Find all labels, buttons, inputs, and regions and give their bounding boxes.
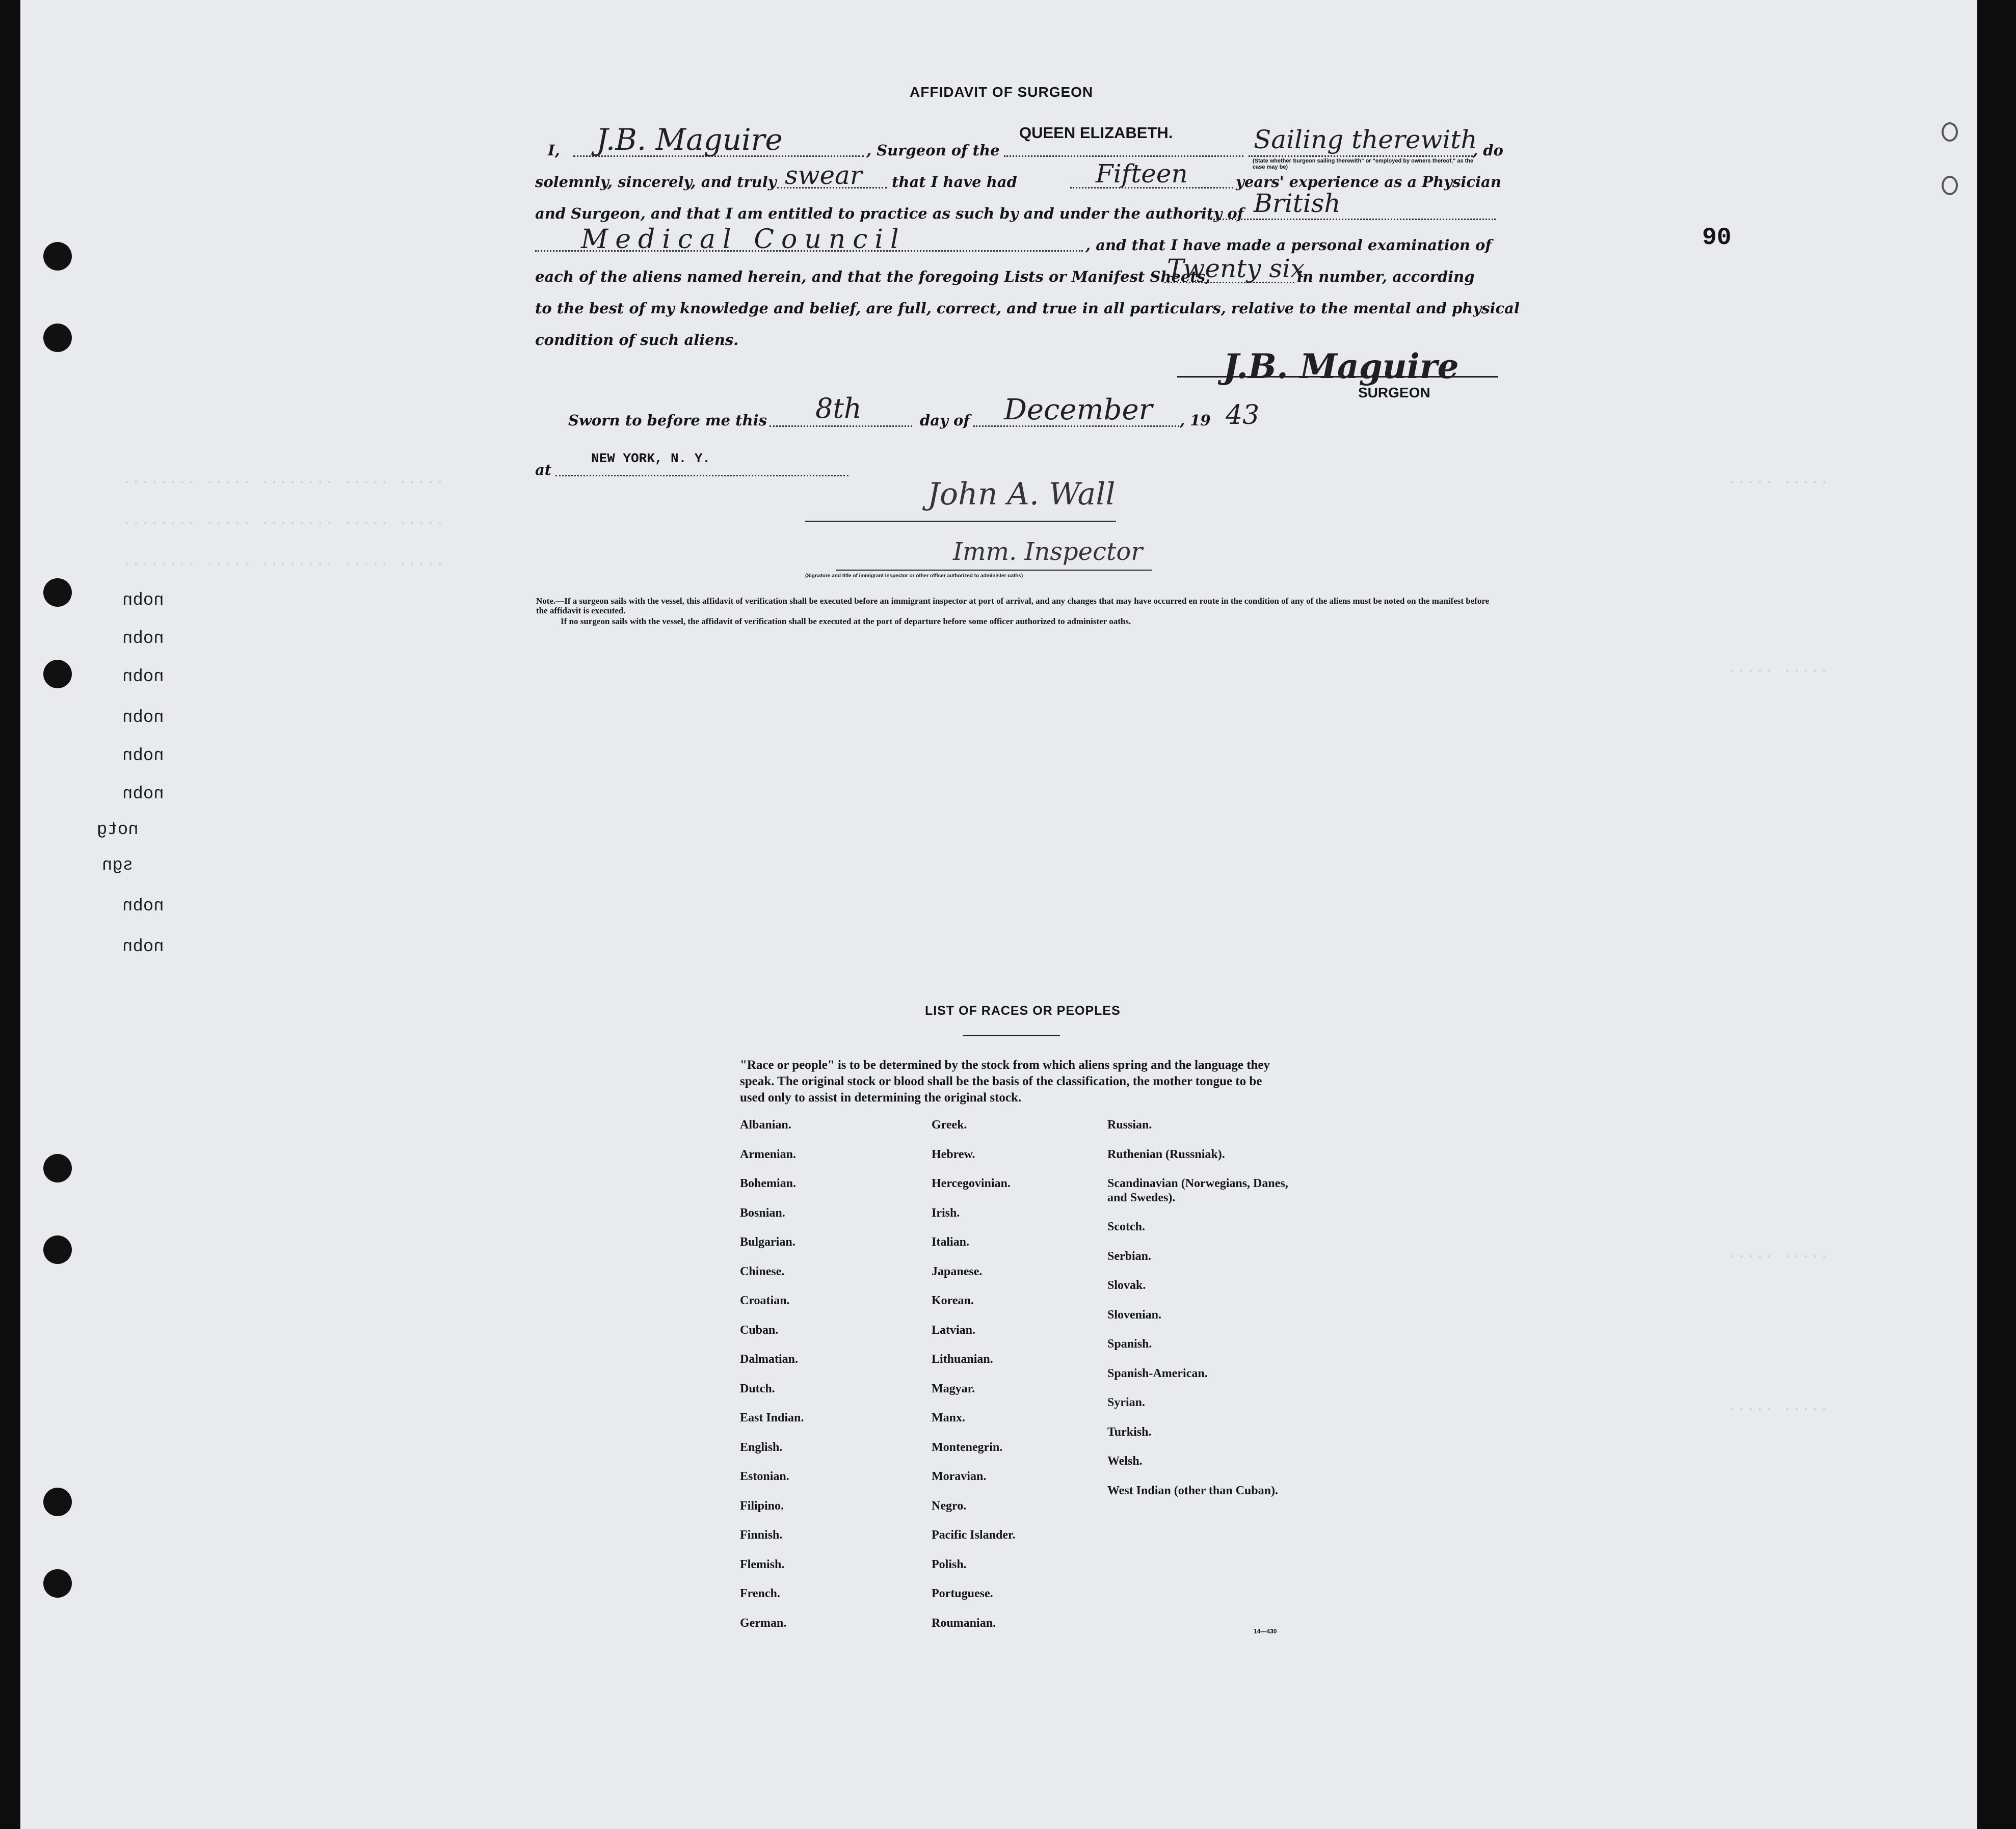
race-item: Montenegrin. (932, 1440, 1003, 1454)
ship-name: QUEEN ELIZABETH. (1019, 124, 1173, 142)
blank-line (770, 425, 912, 427)
race-item: Roumanian. (932, 1616, 996, 1630)
text-years: years' experience as a Physician (1236, 173, 1501, 191)
text-nineteen: , 19 (1180, 412, 1211, 429)
sworn-place: NEW YORK, N. Y. (591, 451, 711, 466)
race-item: Chinese. (740, 1265, 785, 1278)
races-column-1 (740, 1111, 804, 1638)
affidavit-title: AFFIDAVIT OF SURGEON (910, 84, 1094, 100)
bleed-text: nobn (122, 591, 164, 610)
title-rule (963, 1035, 1060, 1036)
surgeon-signature: J.B. Maguire (1223, 346, 1459, 386)
blank-line (555, 475, 848, 476)
punch-hole (43, 578, 72, 607)
text-number: in number, according (1297, 268, 1475, 285)
race-item: Spanish. (1107, 1337, 1152, 1351)
note-surgeon: Note.—If a surgeon sails with the vessel, this affidavit of verification shall be executed before an immigrant inspector at port of arrival, and any changes that may have occurred en route in the condition of any of the aliens must be noted on the manifest before the affidavit is executed. (536, 596, 1490, 615)
race-item: Albanian. (740, 1118, 791, 1132)
race-item: Bohemian. (740, 1177, 797, 1190)
text-had: that I have had (892, 173, 1017, 191)
races-column-2 (932, 1111, 1015, 1638)
ring-mark (1942, 176, 1958, 195)
race-item: Cuban. (740, 1323, 779, 1337)
bleed-text: notg (97, 820, 139, 840)
ghost-row: ····· ····· (1728, 474, 1829, 492)
race-item: Dutch. (740, 1382, 775, 1395)
race-item: Hebrew. (932, 1147, 975, 1161)
ghost-row: ········ ····· ········ ····· ····· (122, 474, 445, 492)
race-item: Syrian. (1107, 1396, 1146, 1409)
signature-line (805, 521, 1116, 522)
race-item: Irish. (932, 1206, 960, 1220)
text-i: I, (548, 142, 560, 159)
punch-hole (43, 1569, 72, 1598)
race-item: English. (740, 1440, 783, 1454)
race-item: Serbian. (1107, 1249, 1152, 1263)
sailing-status: Sailing therewith (1254, 125, 1477, 154)
race-item: Greek. (932, 1118, 967, 1132)
bleed-text: nobn (122, 897, 164, 916)
race-item: Scandinavian (Norwegians, Danes, and Swedes). (1107, 1177, 1288, 1204)
race-item: Japanese. (932, 1265, 983, 1278)
race-item: Estonian. (740, 1470, 789, 1483)
race-item: Armenian. (740, 1147, 796, 1161)
races-column-3 (1107, 1111, 1291, 1505)
document-page (20, 0, 1977, 1829)
page-number: 90 (1702, 224, 1732, 252)
race-item: Bulgarian. (740, 1235, 795, 1249)
punch-hole (43, 660, 72, 688)
text-sworn: Sworn to before me this (568, 412, 767, 429)
punch-hole (43, 1488, 72, 1516)
race-item: Flemish. (740, 1557, 785, 1571)
race-item: Bosnian. (740, 1206, 785, 1220)
race-item: Hercegovinian. (932, 1177, 1011, 1190)
text-do: , do (1473, 142, 1503, 159)
bleed-text: nobn (122, 708, 164, 728)
race-item: Manx. (932, 1411, 965, 1424)
punch-hole (43, 242, 72, 271)
text-solemnly: solemnly, sincerely, and truly (535, 173, 777, 191)
surgeon-label: SURGEON (1358, 385, 1430, 400)
text-day-of: day of (920, 412, 970, 429)
race-item: Negro. (932, 1499, 967, 1513)
race-item: Polish. (932, 1557, 967, 1571)
race-item: French. (740, 1587, 780, 1600)
ghost-row: ····· ····· (1728, 662, 1829, 680)
text-condition: condition of such aliens. (535, 331, 739, 348)
blank-line (1004, 155, 1243, 157)
ghost-row: ····· ····· (1728, 1248, 1829, 1266)
race-item: Dalmatian. (740, 1353, 798, 1366)
race-item: Slovenian. (1107, 1308, 1162, 1322)
note-no-surgeon: If no surgeon sails with the vessel, the affidavit of verification shall be executed at the port of departure before some officer authorized to administer oaths. (561, 616, 1131, 626)
bleed-text: nobn (122, 785, 164, 804)
surgeon-name: J.B. Maguire (596, 122, 783, 157)
race-item: Latvian. (932, 1323, 976, 1337)
race-item: Lithuanian. (932, 1353, 993, 1366)
sailing-note: (State whether Surgeon sailing therewith" or "employed by owners thereof," as the case may be) (1253, 158, 1474, 170)
authority-2: Medical Council (581, 224, 906, 255)
text-surgeon-of: , Surgeon of the (866, 142, 1000, 159)
race-item: Pacific Islander. (932, 1528, 1016, 1542)
punch-hole (43, 1235, 72, 1264)
races-intro: "Race or people" is to be determined by the stock from which aliens spring and the language they speak. The original stock or blood shall be the basis of the classification, the mother tongue to be used only to assist in determining the original stock. (740, 1058, 1270, 1105)
race-item: Welsh. (1107, 1455, 1143, 1468)
bleed-text: sgn (102, 856, 134, 875)
form-number: 14—430 (1254, 1628, 1277, 1635)
race-item: Croatian. (740, 1294, 790, 1307)
races-title: LIST OF RACES OR PEOPLES (925, 1004, 1121, 1018)
ring-mark (1942, 122, 1958, 142)
blank-line (1208, 219, 1496, 220)
ghost-row: ········ ····· ········ ····· ····· (122, 515, 445, 532)
race-item: Italian. (932, 1235, 970, 1249)
race-item: Turkish. (1107, 1425, 1152, 1439)
signature-line (836, 570, 1152, 571)
text-manifest: each of the aliens named herein, and that the foregoing Lists or Manifest Sheets, (535, 268, 1211, 285)
bleed-text: nobn (122, 667, 164, 687)
blank-line (1249, 155, 1473, 157)
punch-hole (43, 324, 72, 352)
ghost-row: ········ ····· ········ ····· ····· (122, 555, 445, 573)
authority-1: British (1254, 189, 1341, 218)
race-item: Finnish. (740, 1528, 783, 1542)
officer-signature: John A. Wall (927, 476, 1116, 512)
race-item: Russian. (1107, 1118, 1152, 1132)
sworn-month: December (1004, 393, 1153, 426)
text-knowledge: to the best of my knowledge and belief, are full, correct, and true in all particulars, relative to the mental and physical (535, 300, 1520, 317)
race-item: East Indian. (740, 1411, 804, 1424)
ghost-row: ····· ····· (1728, 1401, 1829, 1419)
officer-title: Imm. Inspector (953, 537, 1143, 566)
race-item: Magyar. (932, 1382, 975, 1395)
text-at: at (535, 461, 552, 478)
bleed-text: nobn (122, 937, 164, 957)
race-item: Korean. (932, 1294, 974, 1307)
text-examination: , and that I have made a personal examination of (1085, 236, 1492, 254)
race-item: Filipino. (740, 1499, 784, 1513)
years-experience: Fifteen (1096, 159, 1188, 189)
sworn-day: 8th (815, 392, 862, 424)
race-item: German. (740, 1616, 787, 1630)
officer-caption: (Signature and title of immigrant inspector or other officer authorized to administer oaths) (805, 573, 1023, 579)
punch-hole (43, 1154, 72, 1182)
sworn-year: 43 (1226, 400, 1260, 431)
text-authority: and Surgeon, and that I am entitled to practice as such by and under the authority of (535, 205, 1244, 222)
race-item: Ruthenian (Russniak). (1107, 1147, 1225, 1161)
race-item: Portuguese. (932, 1587, 993, 1600)
oath-word: swear (785, 160, 862, 190)
bleed-text: nobn (122, 629, 164, 649)
race-item: Moravian. (932, 1470, 987, 1483)
race-item: Scotch. (1107, 1220, 1145, 1233)
race-item: Slovak. (1107, 1279, 1146, 1292)
sheet-count: Twenty six (1167, 254, 1305, 283)
race-item: Spanish-American. (1107, 1366, 1208, 1380)
race-item: West Indian (other than Cuban). (1107, 1484, 1278, 1497)
bleed-text: nobn (122, 746, 164, 766)
